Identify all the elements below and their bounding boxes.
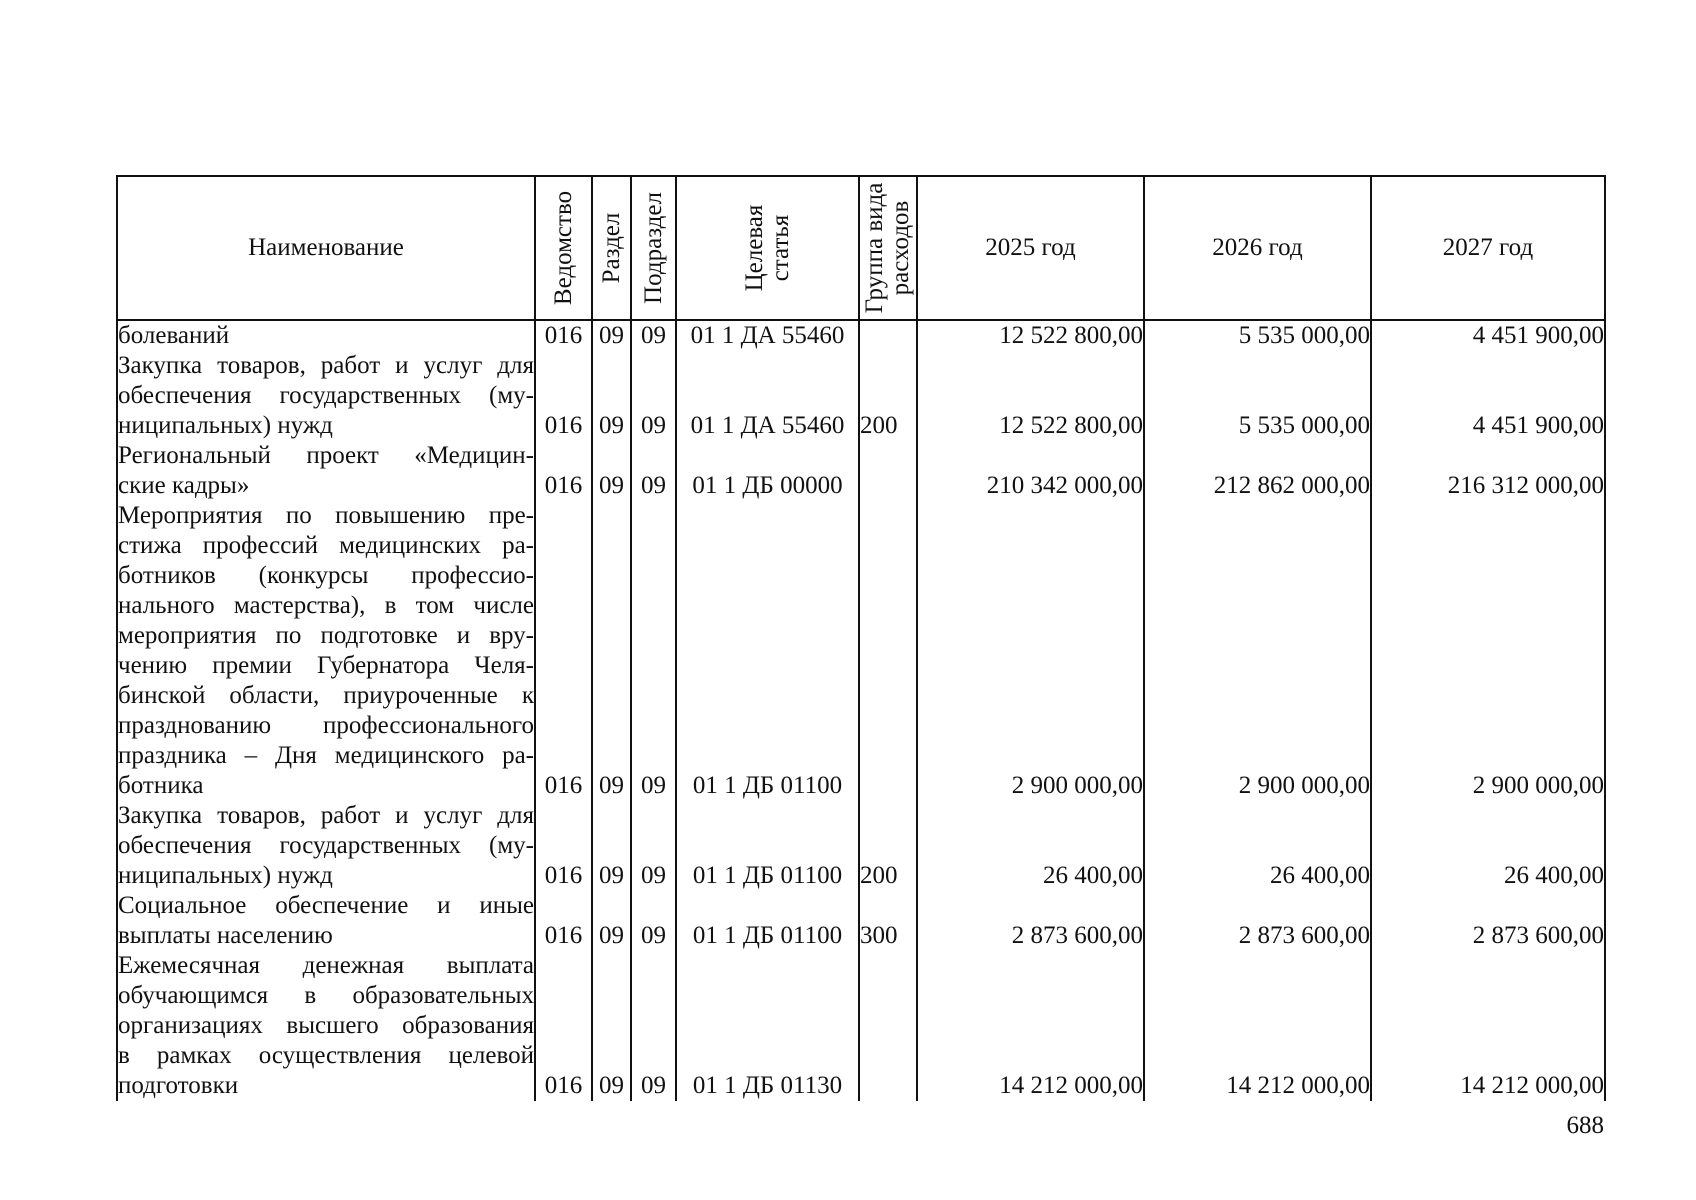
row-amount-2027-value: 14 212 000,00: [1460, 1072, 1604, 1099]
row-name-line: обучающимся в образовательных: [118, 982, 534, 1009]
row-amount-2025: [917, 351, 1144, 441]
row-podrazdel: [631, 501, 676, 801]
row-amount-2026: [1144, 801, 1371, 891]
row-amount-2026-value: 2 873 600,00: [1238, 922, 1370, 949]
row-name-cell: [117, 320, 535, 351]
row-gruppa-vida: [859, 891, 917, 951]
table-row: [117, 501, 1605, 801]
row-razdel-value: 09: [599, 922, 624, 949]
row-vedomstvo-value: 016: [544, 772, 583, 799]
row-name-cell: [117, 951, 535, 1101]
row-name-line: Закупка товаров, работ и услуг для: [118, 802, 534, 829]
row-name-line: ниципальных) нужд: [118, 862, 333, 889]
header-2025: 2025 год: [917, 176, 1144, 320]
row-gruppa-vida: [859, 951, 917, 1101]
row-tselevaya-statya-value: 01 1 ДА 55460: [690, 412, 845, 439]
row-name-cell: [117, 501, 535, 801]
row-tselevaya-statya: [676, 320, 859, 351]
header-2026: 2026 год: [1144, 176, 1371, 320]
row-tselevaya-statya-value: 01 1 ДБ 01100: [692, 772, 843, 799]
row-vedomstvo: [535, 351, 592, 441]
row-name-line: организациях высшего образования: [118, 1012, 534, 1039]
row-name-line: ниципальных) нужд: [118, 412, 333, 439]
page-number: 688: [1566, 1112, 1604, 1139]
row-tselevaya-statya-value: 01 1 ДА 55460: [690, 322, 845, 349]
row-amount-2026-value: 2 900 000,00: [1238, 772, 1370, 799]
row-name-line: Мероприятия по повышению пре-: [118, 502, 534, 529]
row-amount-2026: [1144, 891, 1371, 951]
row-vedomstvo: [535, 891, 592, 951]
row-amount-2027: [1371, 801, 1605, 891]
row-razdel: [592, 501, 631, 801]
row-name-line: Региональный проект «Медицин-: [118, 442, 534, 469]
row-amount-2025-value: 2 900 000,00: [1011, 772, 1143, 799]
row-name-line: Закупка товаров, работ и услуг для: [118, 352, 534, 379]
row-podrazdel: [631, 801, 676, 891]
table-row: [117, 951, 1605, 1101]
row-tselevaya-statya: [676, 351, 859, 441]
row-podrazdel: [631, 441, 676, 501]
row-name-cell: [117, 441, 535, 501]
table-header: [117, 176, 1605, 320]
header-tselevaya-line1: Целевая: [740, 204, 768, 292]
budget-table: [116, 175, 1606, 1101]
row-razdel-value: 09: [599, 862, 624, 889]
row-gruppa-vida: [859, 801, 917, 891]
row-tselevaya-statya: [676, 501, 859, 801]
row-amount-2027-value: 2 900 000,00: [1472, 772, 1604, 799]
row-vedomstvo: [535, 501, 592, 801]
row-amount-2027-value: 4 451 900,00: [1472, 412, 1604, 439]
row-name-line: обеспечения государственных (му-: [118, 382, 534, 409]
row-name-line: в рамках осуществления целевой: [118, 1042, 534, 1069]
row-podrazdel: [631, 351, 676, 441]
row-amount-2026-value: 26 400,00: [1270, 862, 1370, 889]
row-amount-2025-value: 12 522 800,00: [999, 412, 1143, 439]
header-gruppa-line2: расходов: [887, 200, 914, 296]
row-amount-2025-value: 14 212 000,00: [999, 1072, 1143, 1099]
table-body: [117, 320, 1605, 1101]
row-tselevaya-statya: [676, 891, 859, 951]
header-tselevaya-line2: статья: [766, 214, 794, 282]
row-tselevaya-statya: [676, 801, 859, 891]
row-amount-2025: [917, 801, 1144, 891]
header-2027: 2027 год: [1371, 176, 1605, 320]
row-tselevaya-statya: [676, 951, 859, 1101]
row-name-line: чению премии Губернатора Челя-: [118, 652, 534, 679]
row-gruppa-vida-value: [860, 1071, 916, 1101]
row-amount-2027: [1371, 951, 1605, 1101]
row-podrazdel: [631, 951, 676, 1101]
row-name-cell: [117, 891, 535, 951]
row-name-line: нального мастерства), в том числе: [118, 592, 534, 619]
row-name-line: обеспечения государственных (му-: [118, 832, 534, 859]
header-row: [117, 176, 1605, 320]
row-amount-2025-value: 210 342 000,00: [986, 472, 1143, 499]
row-amount-2025-value: 12 522 800,00: [999, 322, 1143, 349]
row-amount-2025: [917, 891, 1144, 951]
row-name-line: мероприятия по подготовке и вру-: [118, 622, 534, 649]
row-name-line: ботников (конкурсы профессио-: [118, 562, 534, 589]
row-razdel: [592, 951, 631, 1101]
row-amount-2027: [1371, 891, 1605, 951]
row-podrazdel-value: 09: [641, 772, 666, 799]
row-name-line: подготовки: [118, 1072, 239, 1099]
row-podrazdel: [631, 320, 676, 351]
row-gruppa-vida-value: [860, 471, 916, 501]
row-name-line: Социальное обеспечение и иные: [118, 892, 534, 919]
row-amount-2027-value: 2 873 600,00: [1472, 922, 1604, 949]
row-razdel: [592, 891, 631, 951]
row-amount-2025: [917, 501, 1144, 801]
row-amount-2026: [1144, 441, 1371, 501]
row-gruppa-vida-value: [860, 771, 916, 801]
row-podrazdel-value: 09: [641, 1072, 666, 1099]
header-vedomstvo: Ведомство: [535, 176, 592, 320]
row-gruppa-vida-value: 200: [860, 412, 898, 439]
row-vedomstvo-value: 016: [544, 862, 583, 889]
row-tselevaya-statya-value: 01 1 ДБ 00000: [692, 472, 843, 499]
row-name-line: ботника: [118, 772, 204, 799]
row-amount-2026-value: 5 535 000,00: [1238, 412, 1370, 439]
row-vedomstvo-value: 016: [544, 412, 583, 439]
row-amount-2026: [1144, 351, 1371, 441]
row-razdel-value: 09: [599, 322, 624, 349]
row-name-cell: [117, 351, 535, 441]
row-name-line: стижа профессий медицинских ра-: [118, 532, 534, 559]
row-razdel: [592, 801, 631, 891]
row-name-line: ские кадры»: [118, 472, 250, 499]
header-podrazdel: Подраздел: [631, 176, 676, 320]
row-podrazdel-value: 09: [641, 862, 666, 889]
row-razdel-value: 09: [599, 412, 624, 439]
row-vedomstvo: [535, 801, 592, 891]
row-amount-2026-value: 212 862 000,00: [1213, 472, 1370, 499]
header-tselevaya-statya: [676, 176, 859, 320]
table-row: [117, 801, 1605, 891]
row-vedomstvo: [535, 320, 592, 351]
row-amount-2025: [917, 951, 1144, 1101]
row-name-line: бинской области, приуроченные к: [118, 682, 534, 709]
row-amount-2027-value: 216 312 000,00: [1447, 472, 1604, 499]
row-gruppa-vida-value: [860, 321, 916, 351]
row-name-line: болеваний: [118, 322, 230, 349]
table-row: [117, 351, 1605, 441]
row-vedomstvo: [535, 951, 592, 1101]
row-tselevaya-statya-value: 01 1 ДБ 01100: [692, 862, 843, 889]
row-vedomstvo-value: 016: [544, 322, 583, 349]
row-vedomstvo-value: 016: [544, 922, 583, 949]
table-row: [117, 441, 1605, 501]
row-podrazdel-value: 09: [641, 412, 666, 439]
header-gruppa-line1: Группа вида: [861, 182, 888, 314]
row-gruppa-vida: [859, 351, 917, 441]
row-gruppa-vida-value: 300: [860, 922, 898, 949]
row-vedomstvo-value: 016: [544, 1072, 583, 1099]
row-razdel-value: 09: [599, 472, 624, 499]
header-razdel: Раздел: [592, 176, 631, 320]
row-amount-2027: [1371, 320, 1605, 351]
row-amount-2026: [1144, 501, 1371, 801]
row-amount-2025-value: 26 400,00: [1043, 862, 1143, 889]
row-razdel-value: 09: [599, 772, 624, 799]
row-amount-2026-value: 5 535 000,00: [1238, 322, 1370, 349]
row-amount-2025: [917, 441, 1144, 501]
row-gruppa-vida: [859, 320, 917, 351]
table-row: [117, 891, 1605, 951]
row-amount-2025: [917, 320, 1144, 351]
table-row: [117, 320, 1605, 351]
row-podrazdel: [631, 891, 676, 951]
row-name-cell: [117, 801, 535, 891]
row-podrazdel-value: 09: [641, 922, 666, 949]
row-gruppa-vida: [859, 441, 917, 501]
row-name-line: празднованию профессионального: [118, 712, 534, 739]
header-name: Наименование: [117, 176, 535, 320]
row-amount-2026: [1144, 320, 1371, 351]
row-name-line: праздника – Дня медицинского ра-: [118, 742, 534, 769]
row-amount-2027-value: 26 400,00: [1504, 862, 1604, 889]
row-tselevaya-statya-value: 01 1 ДБ 01130: [692, 1072, 843, 1099]
row-razdel: [592, 351, 631, 441]
row-tselevaya-statya: [676, 441, 859, 501]
row-amount-2025-value: 2 873 600,00: [1011, 922, 1143, 949]
row-vedomstvo-value: 016: [544, 472, 583, 499]
row-gruppa-vida-value: 200: [860, 862, 898, 889]
row-vedomstvo: [535, 441, 592, 501]
row-amount-2027: [1371, 441, 1605, 501]
header-gruppa-vida-raskhodov: [859, 176, 917, 320]
row-amount-2026-value: 14 212 000,00: [1226, 1072, 1370, 1099]
row-name-line: Ежемесячная денежная выплата: [118, 952, 534, 979]
row-amount-2027-value: 4 451 900,00: [1472, 322, 1604, 349]
row-podrazdel-value: 09: [641, 472, 666, 499]
row-amount-2027: [1371, 501, 1605, 801]
row-gruppa-vida: [859, 501, 917, 801]
row-razdel: [592, 441, 631, 501]
row-tselevaya-statya-value: 01 1 ДБ 01100: [692, 922, 843, 949]
row-razdel: [592, 320, 631, 351]
row-name-line: выплаты населению: [118, 922, 333, 949]
row-razdel-value: 09: [599, 1072, 624, 1099]
row-amount-2027: [1371, 351, 1605, 441]
row-podrazdel-value: 09: [641, 322, 666, 349]
row-amount-2026: [1144, 951, 1371, 1101]
